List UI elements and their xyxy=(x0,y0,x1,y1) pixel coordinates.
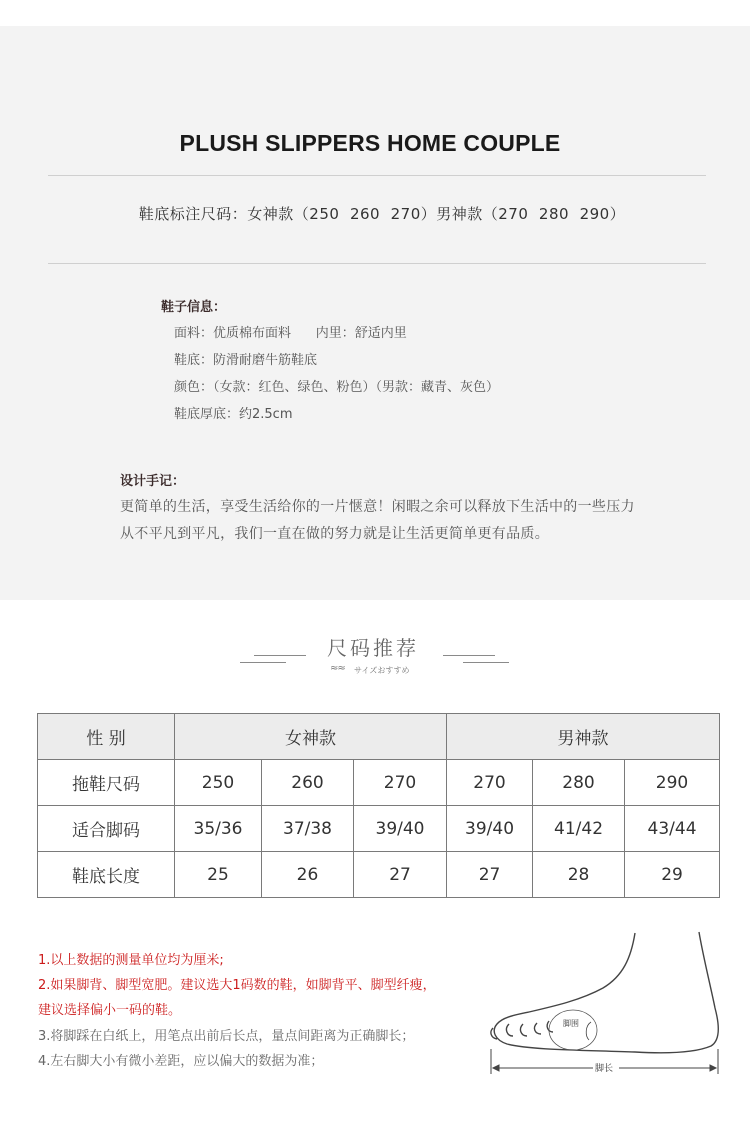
shoe-info-material: 面料：优质棉布面料 内里：舒适内里 xyxy=(174,326,407,341)
table-cell: 26 xyxy=(262,852,354,898)
table-cell: 270 xyxy=(447,760,533,806)
table-cell: 290 xyxy=(625,760,720,806)
table-row xyxy=(38,760,720,806)
girth-label: 脚围 xyxy=(563,1019,579,1028)
shoe-info-colors: 颜色：（女款：红色、绿色、粉色）（男款：藏青、灰色） xyxy=(174,380,500,395)
product-title: PLUSH SLIPPERS HOME COUPLE xyxy=(179,130,561,156)
title-deco-right-2 xyxy=(463,662,509,663)
design-notes-heading: 设计手记： xyxy=(120,474,186,489)
note-3: 3.将脚踩在白纸上，用笔点出前后长点，量点间距离为正确脚长； xyxy=(38,1029,415,1044)
divider-top xyxy=(48,175,706,176)
table-cell: 27 xyxy=(447,852,533,898)
note-1: 1.以上数据的测量单位均为厘米; xyxy=(38,953,224,968)
design-notes-line-1: 更简单的生活，享受生活给你的一片惬意！闲暇之余可以释放下生活中的一些压力 xyxy=(120,499,635,515)
shoe-info-sole: 鞋底：防滑耐磨牛筋鞋底 xyxy=(174,353,318,368)
table-cell: 250 xyxy=(175,760,262,806)
size-recommend-subtitle: サイズおすすめ xyxy=(354,666,410,675)
header-gender: 性 别 xyxy=(38,714,175,760)
note-4: 4.左右脚大小有微小差距，应以偏大的数据为准； xyxy=(38,1054,324,1069)
size-table xyxy=(37,713,720,898)
title-deco-left-1 xyxy=(254,655,306,656)
foot-measure-diagram xyxy=(485,928,725,1078)
table-cell: 37/38 xyxy=(262,806,354,852)
length-label: 脚长 xyxy=(595,1064,614,1074)
table-cell: 260 xyxy=(262,760,354,806)
table-row xyxy=(38,806,720,852)
header-male: 男神款 xyxy=(447,714,720,760)
design-notes-line-2: 从不平凡到平凡，我们一直在做的努力就是让生活更简单更有品质。 xyxy=(120,526,549,542)
shoe-info-thickness: 鞋底厚底：约2.5cm xyxy=(174,407,293,422)
row-label-foot-size: 适合脚码 xyxy=(38,806,175,852)
table-cell: 35/36 xyxy=(175,806,262,852)
table-cell: 280 xyxy=(533,760,625,806)
table-cell: 41/42 xyxy=(533,806,625,852)
row-label-sole-length: 鞋底长度 xyxy=(38,852,175,898)
note-2: 2.如果脚背、脚型宽肥。建议选大1码数的鞋，如脚背平、脚型纤瘦， xyxy=(38,978,436,993)
table-cell: 43/44 xyxy=(625,806,720,852)
table-cell: 28 xyxy=(533,852,625,898)
title-deco-right-1 xyxy=(443,655,495,656)
size-marking-line: 鞋底标注尺码：女神款（250 260 270）男神款（270 280 290） xyxy=(138,205,626,223)
wave-icon: ≈≈ xyxy=(330,663,345,674)
size-recommend-title: 尺码推荐 xyxy=(327,636,419,660)
table-cell: 25 xyxy=(175,852,262,898)
note-2-cont: 建议选择偏小一码的鞋。 xyxy=(38,1003,182,1018)
divider-middle xyxy=(48,263,706,264)
table-row xyxy=(38,852,720,898)
shoe-info-heading: 鞋子信息： xyxy=(161,300,227,315)
table-cell: 270 xyxy=(354,760,447,806)
table-cell: 29 xyxy=(625,852,720,898)
table-header-row xyxy=(38,714,720,760)
girth-measure-icon xyxy=(549,1010,597,1050)
title-deco-left-2 xyxy=(240,662,286,663)
table-cell: 27 xyxy=(354,852,447,898)
table-cell: 39/40 xyxy=(447,806,533,852)
foot-outline-icon xyxy=(491,932,718,1053)
header-female: 女神款 xyxy=(175,714,447,760)
row-label-slipper-size: 拖鞋尺码 xyxy=(38,760,175,806)
table-cell: 39/40 xyxy=(354,806,447,852)
